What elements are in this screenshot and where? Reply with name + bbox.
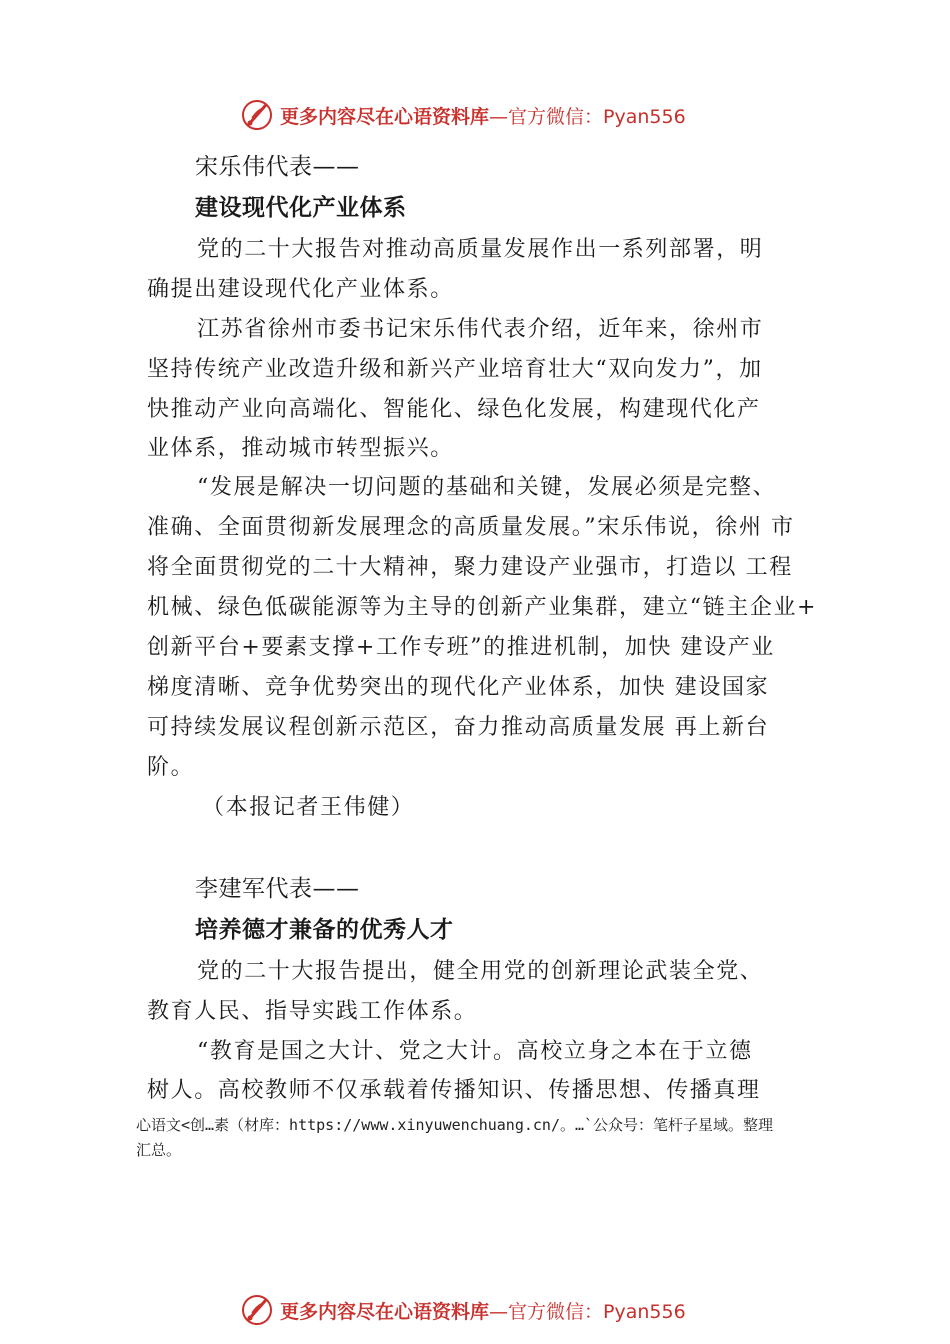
section1-title-name: 宋乐伟代表—— — [195, 154, 360, 180]
banner-text: 更多内容尽在心语资料库 — [280, 105, 490, 128]
section1-paragraph-line: 机械、绿色低碳能源等为主导的创新产业集群，建立“链主企业+ — [147, 595, 818, 620]
section1-paragraph-line: 准确、全面贯彻新发展理念的高质量发展。”宋乐伟说，徐州 市 — [147, 515, 795, 540]
section1-paragraph-line: 业体系，推动城市转型振兴。 — [147, 436, 454, 461]
section2-paragraph-line: 党的二十大报告提出，健全用党的创新理论武装全党、 — [197, 959, 764, 984]
pen-logo-icon — [240, 98, 274, 132]
banner-wechat-text: —官方微信：Pyan556 — [489, 1300, 686, 1323]
section2-paragraph-line: 树人。高校教师不仅承载着传播知识、传播思想、传播真理 — [147, 1078, 761, 1103]
section1-paragraph-line: 梯度清晰、竞争优势突出的现代化产业体系，加快 建设国家 — [147, 675, 770, 700]
banner-wechat-text: —官方微信：Pyan556 — [489, 105, 686, 128]
section1-paragraph-line: 党的二十大报告对推动高质量发展作出一系列部署，明 — [197, 237, 764, 262]
section1-paragraph-line: “发展是解决一切问题的基础和关键，发展必须是完整、 — [197, 475, 777, 500]
section2-title-name: 李建军代表—— — [195, 876, 360, 902]
header-banner — [240, 95, 760, 135]
section2-paragraph-line: 教育人民、指导实践工作体系。 — [147, 999, 478, 1024]
footer-banner — [240, 1290, 760, 1330]
section1-title-topic: 建设现代化产业体系 — [195, 195, 407, 221]
section1-paragraph-line: 阶。 — [147, 755, 195, 780]
section1-paragraph-line: 将全面贯彻党的二十大精神，聚力建设产业强市，打造以 工程 — [147, 555, 793, 580]
section2-paragraph-line: “教育是国之大计、党之大计。高校立身之本在于立德 — [197, 1039, 753, 1064]
banner-text: 更多内容尽在心语资料库 — [280, 1300, 490, 1323]
section1-paragraph-line: 确提出建设现代化产业体系。 — [147, 277, 454, 302]
section1-paragraph-line: 快推动产业向高端化、智能化、绿色化发展，构建现代化产 — [147, 397, 761, 422]
section1-paragraph-line: 可持续发展议程创新示范区，奋力推动高质量发展 再上新台 — [147, 715, 770, 740]
section1-paragraph-line: 江苏省徐州市委书记宋乐伟代表介绍，近年来，徐州市 — [197, 317, 764, 342]
section1-paragraph-line: 创新平台+要素支撑+工作专班”的推进机制，加快 建设产业 — [147, 635, 775, 660]
source-note-line: 心语文<创…素（材库：https://www.xinyuwenchuang.cn/。…`公众号：笔杆子星域。整理 — [136, 1116, 774, 1134]
section1-reporter-credit: （本报记者王伟健） — [202, 795, 415, 820]
pen-logo-icon — [240, 1293, 274, 1327]
source-note-line: 汇总。 — [136, 1141, 182, 1159]
section1-paragraph-line: 坚持传统产业改造升级和新兴产业培育壮大“双向发力”，加 — [147, 357, 763, 382]
section2-title-topic: 培养德才兼备的优秀人才 — [195, 917, 454, 943]
